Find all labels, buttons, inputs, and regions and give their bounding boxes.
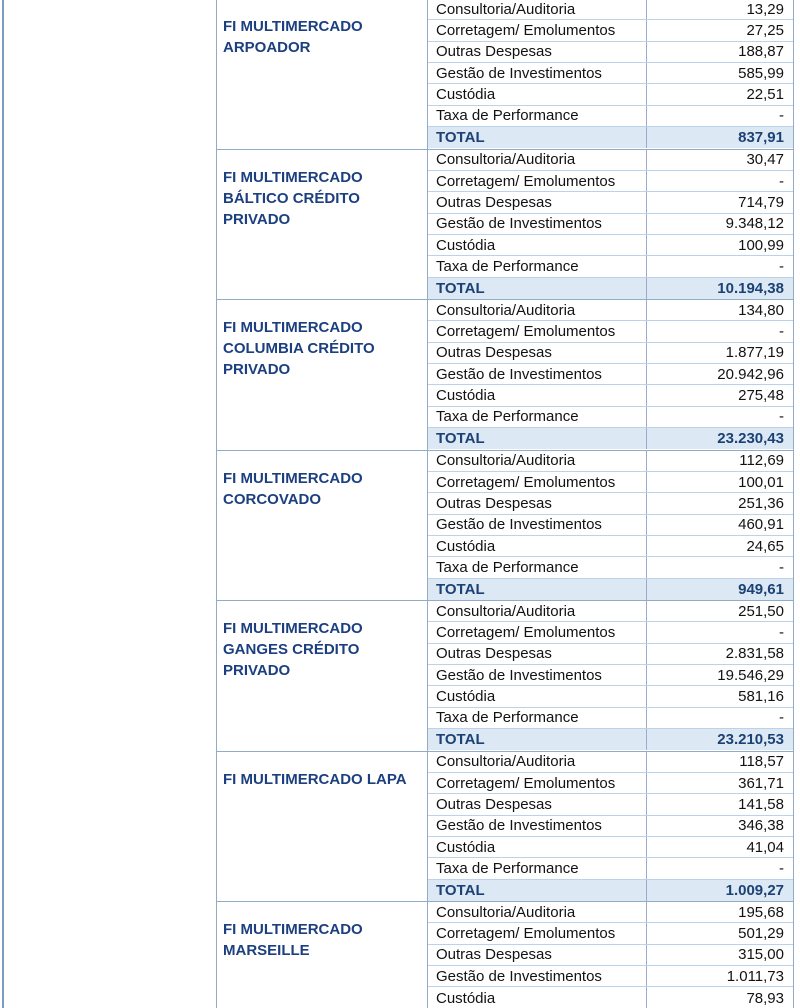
- expense-value: 100,99: [738, 236, 784, 254]
- expense-label: Consultoria/Auditoria: [428, 601, 647, 621]
- expense-label: Outras Despesas: [428, 42, 647, 62]
- expense-value: 10.194,38: [717, 279, 784, 297]
- expense-label: Corretagem/ Emolumentos: [428, 321, 647, 341]
- expense-row: [428, 343, 793, 364]
- expense-row: [428, 880, 793, 901]
- expense-label: Custódia: [428, 837, 647, 857]
- expense-row: [428, 923, 793, 944]
- fund-block: [217, 0, 793, 150]
- expense-row: [428, 752, 793, 773]
- expense-row: [428, 708, 793, 729]
- expense-row: [428, 192, 793, 213]
- expense-label: Taxa de Performance: [428, 858, 647, 878]
- expense-value: 501,29: [738, 925, 784, 943]
- expense-label: TOTAL: [428, 428, 647, 449]
- expense-row: [428, 150, 793, 171]
- expense-row: [428, 644, 793, 665]
- expense-label: TOTAL: [428, 278, 647, 299]
- expense-row: [428, 729, 793, 750]
- expense-label: Taxa de Performance: [428, 106, 647, 126]
- expense-row: [428, 214, 793, 235]
- expense-value: 27,25: [746, 22, 784, 40]
- expense-value: -: [779, 624, 784, 642]
- expense-row: [428, 300, 793, 321]
- expense-label: TOTAL: [428, 729, 647, 750]
- expense-value: -: [779, 107, 784, 125]
- expense-value: 346,38: [738, 817, 784, 835]
- expense-label: Consultoria/Auditoria: [428, 752, 647, 772]
- expense-label: Outras Despesas: [428, 945, 647, 965]
- expense-row: [428, 278, 793, 299]
- expense-value: 134,80: [738, 301, 784, 319]
- fund-name: FI MULTIMERCADO COLUMBIA CRÉDITO PRIVADO: [217, 300, 428, 450]
- fund-block: [217, 451, 793, 602]
- expense-row: [428, 945, 793, 966]
- expense-label: Corretagem/ Emolumentos: [428, 171, 647, 191]
- expense-row: [428, 0, 793, 20]
- expense-row: [428, 235, 793, 256]
- expense-row: [428, 686, 793, 707]
- expense-value: -: [779, 859, 784, 877]
- fund-rows: [428, 902, 793, 1008]
- expense-row: [428, 493, 793, 514]
- expense-label: Consultoria/Auditoria: [428, 902, 647, 922]
- expense-label: Gestão de Investimentos: [428, 966, 647, 986]
- expense-label: Taxa de Performance: [428, 407, 647, 427]
- fund-rows: [428, 601, 793, 751]
- expense-row: [428, 557, 793, 578]
- expense-label: Consultoria/Auditoria: [428, 150, 647, 170]
- fund-block: [217, 752, 793, 903]
- expense-row: [428, 536, 793, 557]
- expense-value: 19.546,29: [717, 666, 784, 684]
- expense-value: -: [779, 709, 784, 727]
- expense-value: -: [779, 257, 784, 275]
- expense-value: 837,91: [738, 129, 784, 147]
- expense-row: [428, 385, 793, 406]
- expense-label: Gestão de Investimentos: [428, 214, 647, 234]
- expense-value: 112,69: [739, 452, 784, 470]
- expense-label: Corretagem/ Emolumentos: [428, 773, 647, 793]
- expense-value: 585,99: [738, 64, 784, 82]
- expense-label: Outras Despesas: [428, 192, 647, 212]
- expense-value: 13,29: [746, 0, 784, 18]
- expense-label: Gestão de Investimentos: [428, 816, 647, 836]
- expense-label: Taxa de Performance: [428, 708, 647, 728]
- expense-label: Custódia: [428, 686, 647, 706]
- expense-label: Consultoria/Auditoria: [428, 451, 647, 471]
- expense-label: Taxa de Performance: [428, 256, 647, 276]
- expense-row: [428, 601, 793, 622]
- expense-value: 118,57: [739, 753, 784, 771]
- fund-block: [217, 150, 793, 301]
- expense-value: 251,50: [738, 602, 784, 620]
- expense-label: Outras Despesas: [428, 794, 647, 814]
- expense-label: Custódia: [428, 385, 647, 405]
- expense-row: [428, 106, 793, 127]
- expense-label: TOTAL: [428, 880, 647, 901]
- expense-row: [428, 20, 793, 41]
- page-left-rule: [2, 0, 4, 1008]
- expense-value: 141,58: [738, 795, 784, 813]
- expense-label: Outras Despesas: [428, 644, 647, 664]
- expense-value: 23.210,53: [717, 731, 784, 749]
- expense-value: 581,16: [738, 688, 784, 706]
- expense-row: [428, 794, 793, 815]
- expense-value: 24,65: [746, 537, 784, 555]
- expense-label: TOTAL: [428, 579, 647, 600]
- fund-rows: [428, 150, 793, 300]
- expense-value: 460,91: [738, 516, 784, 534]
- expense-row: [428, 171, 793, 192]
- expense-value: 22,51: [746, 86, 784, 104]
- expense-value: 1.011,73: [726, 967, 784, 985]
- fund-block: [217, 902, 793, 1008]
- expense-value: 20.942,96: [717, 365, 784, 383]
- expense-row: [428, 428, 793, 449]
- expense-value: -: [779, 558, 784, 576]
- expense-value: 195,68: [738, 903, 784, 921]
- expense-row: [428, 84, 793, 105]
- expense-row: [428, 127, 793, 148]
- expense-row: [428, 966, 793, 987]
- expense-row: [428, 472, 793, 493]
- expense-row: [428, 451, 793, 472]
- expense-row: [428, 515, 793, 536]
- expense-value: -: [779, 323, 784, 341]
- expense-label: TOTAL: [428, 127, 647, 148]
- expense-row: [428, 902, 793, 923]
- expense-row: [428, 579, 793, 600]
- expense-value: 9.348,12: [725, 215, 784, 233]
- expense-value: 188,87: [738, 43, 784, 61]
- expense-row: [428, 364, 793, 385]
- expense-row: [428, 837, 793, 858]
- expense-label: Gestão de Investimentos: [428, 364, 647, 384]
- expense-value: 2.831,58: [725, 645, 784, 663]
- expense-label: Consultoria/Auditoria: [428, 0, 647, 19]
- expense-value: 100,01: [738, 473, 784, 491]
- fund-rows: [428, 752, 793, 902]
- expense-row: [428, 256, 793, 277]
- fund-name: FI MULTIMERCADO BÁLTICO CRÉDITO PRIVADO: [217, 150, 428, 300]
- expense-value: 949,61: [738, 580, 784, 598]
- expense-value: -: [779, 172, 784, 190]
- expense-value: 251,36: [738, 494, 784, 512]
- expense-value: 41,04: [746, 838, 784, 856]
- expense-value: 1.009,27: [725, 881, 784, 899]
- fund-name: FI MULTIMERCADO ARPOADOR: [217, 0, 428, 149]
- expense-value: 361,71: [738, 774, 784, 792]
- expense-row: [428, 665, 793, 686]
- expense-label: Custódia: [428, 235, 647, 255]
- expense-value: 714,79: [738, 193, 784, 211]
- expense-row: [428, 407, 793, 428]
- expense-row: [428, 858, 793, 879]
- fund-block: [217, 300, 793, 451]
- expense-label: Gestão de Investimentos: [428, 515, 647, 535]
- fund-name: FI MULTIMERCADO CORCOVADO: [217, 451, 428, 601]
- fund-name: FI MULTIMERCADO MARSEILLE: [217, 902, 428, 1008]
- expense-label: Gestão de Investimentos: [428, 63, 647, 83]
- expense-label: Custódia: [428, 84, 647, 104]
- expense-value: 78,93: [746, 989, 784, 1007]
- expense-value: 23.230,43: [717, 430, 784, 448]
- expense-row: [428, 42, 793, 63]
- fund-block: [217, 601, 793, 752]
- expense-label: Consultoria/Auditoria: [428, 300, 647, 320]
- fund-name: FI MULTIMERCADO GANGES CRÉDITO PRIVADO: [217, 601, 428, 751]
- fund-rows: [428, 300, 793, 450]
- expense-label: Gestão de Investimentos: [428, 665, 647, 685]
- expense-label: Taxa de Performance: [428, 557, 647, 577]
- expense-value: 1.877,19: [725, 344, 784, 362]
- expense-value: 315,00: [738, 946, 784, 964]
- expense-row: [428, 816, 793, 837]
- expense-label: Corretagem/ Emolumentos: [428, 472, 647, 492]
- expense-row: [428, 63, 793, 84]
- fund-name: FI MULTIMERCADO LAPA: [217, 752, 428, 902]
- expense-label: Corretagem/ Emolumentos: [428, 20, 647, 40]
- expense-row: [428, 321, 793, 342]
- expense-value: 30,47: [746, 151, 784, 169]
- funds-table: [216, 0, 794, 1008]
- expense-label: Outras Despesas: [428, 343, 647, 363]
- fund-rows: [428, 451, 793, 601]
- expense-label: Corretagem/ Emolumentos: [428, 923, 647, 943]
- expense-row: [428, 622, 793, 643]
- expense-value: 275,48: [738, 387, 784, 405]
- expense-label: Outras Despesas: [428, 493, 647, 513]
- fund-rows: [428, 0, 793, 149]
- expense-row: [428, 987, 793, 1008]
- expense-row: [428, 773, 793, 794]
- expense-value: -: [779, 408, 784, 426]
- expense-label: Custódia: [428, 536, 647, 556]
- expense-label: Custódia: [428, 987, 647, 1008]
- expense-label: Corretagem/ Emolumentos: [428, 622, 647, 642]
